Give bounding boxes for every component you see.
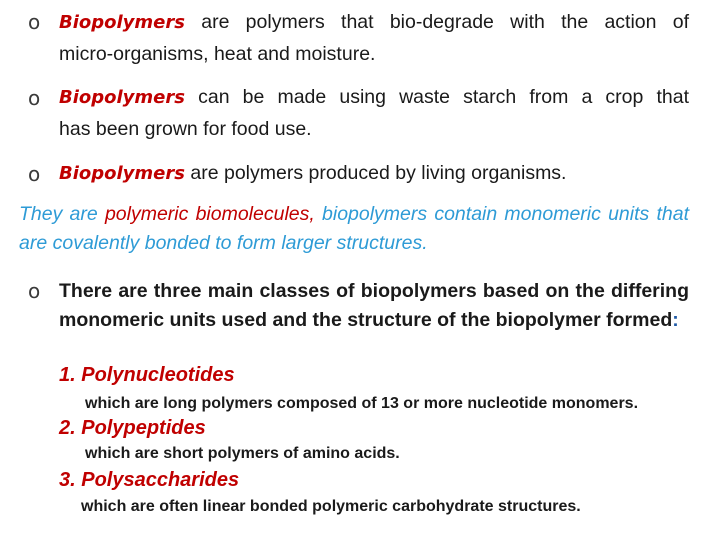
class-title-polysaccharides: 3. Polysaccharides [59,469,240,491]
term-biopolymers: Biopolymers [59,12,185,33]
classes-intro-colon: : [672,309,679,331]
term-biopolymers: Biopolymers [59,87,185,108]
class-desc-polypeptides: which are short polymers of amino acids. [85,445,400,462]
bullet-1-line1: are polymers that bio-degrade with the action of [201,11,689,33]
class-desc-polysaccharides: which are often linear bonded polymeric carbohydrate structures. [81,498,581,515]
class-title-polynucleotides: 1. Polynucleotides [59,364,235,386]
bullet-1-text [59,8,689,68]
class-title-polypeptides: 2. Polypeptides [59,417,206,439]
bullet-marker: o [28,162,41,186]
bullet-1-line2: micro-organisms, heat and moisture. [59,43,376,65]
bullet-2-line2: has been grown for food use. [59,118,312,140]
definition-paragraph [19,200,689,258]
bullet-marker: o [28,10,41,34]
definition-part1: They are [19,203,105,225]
bullet-2-line1: can be made using waste starch from a crop that [198,86,689,108]
bullet-3-line1: are polymers produced by living organisms. [190,162,567,184]
bullet-3-text [59,159,689,188]
class-desc-polynucleotides: which are long polymers composed of 13 or more nucleotide monomers. [85,395,639,412]
term-biopolymers: Biopolymers [59,163,185,184]
bullet-marker: o [28,86,41,110]
bullet-2-text [59,83,689,143]
definition-highlight: polymeric biomolecules, [104,203,315,225]
bullet-marker: o [28,279,41,303]
classes-intro-text [59,277,689,335]
classes-intro-body: There are three main classes of biopolymers based on the differing monomeric units used and the structure of the biopolymer formed [59,280,689,331]
definition-part2: biopolymers contain monomeric units that are covalently bonded to form larger structures. [19,203,689,254]
